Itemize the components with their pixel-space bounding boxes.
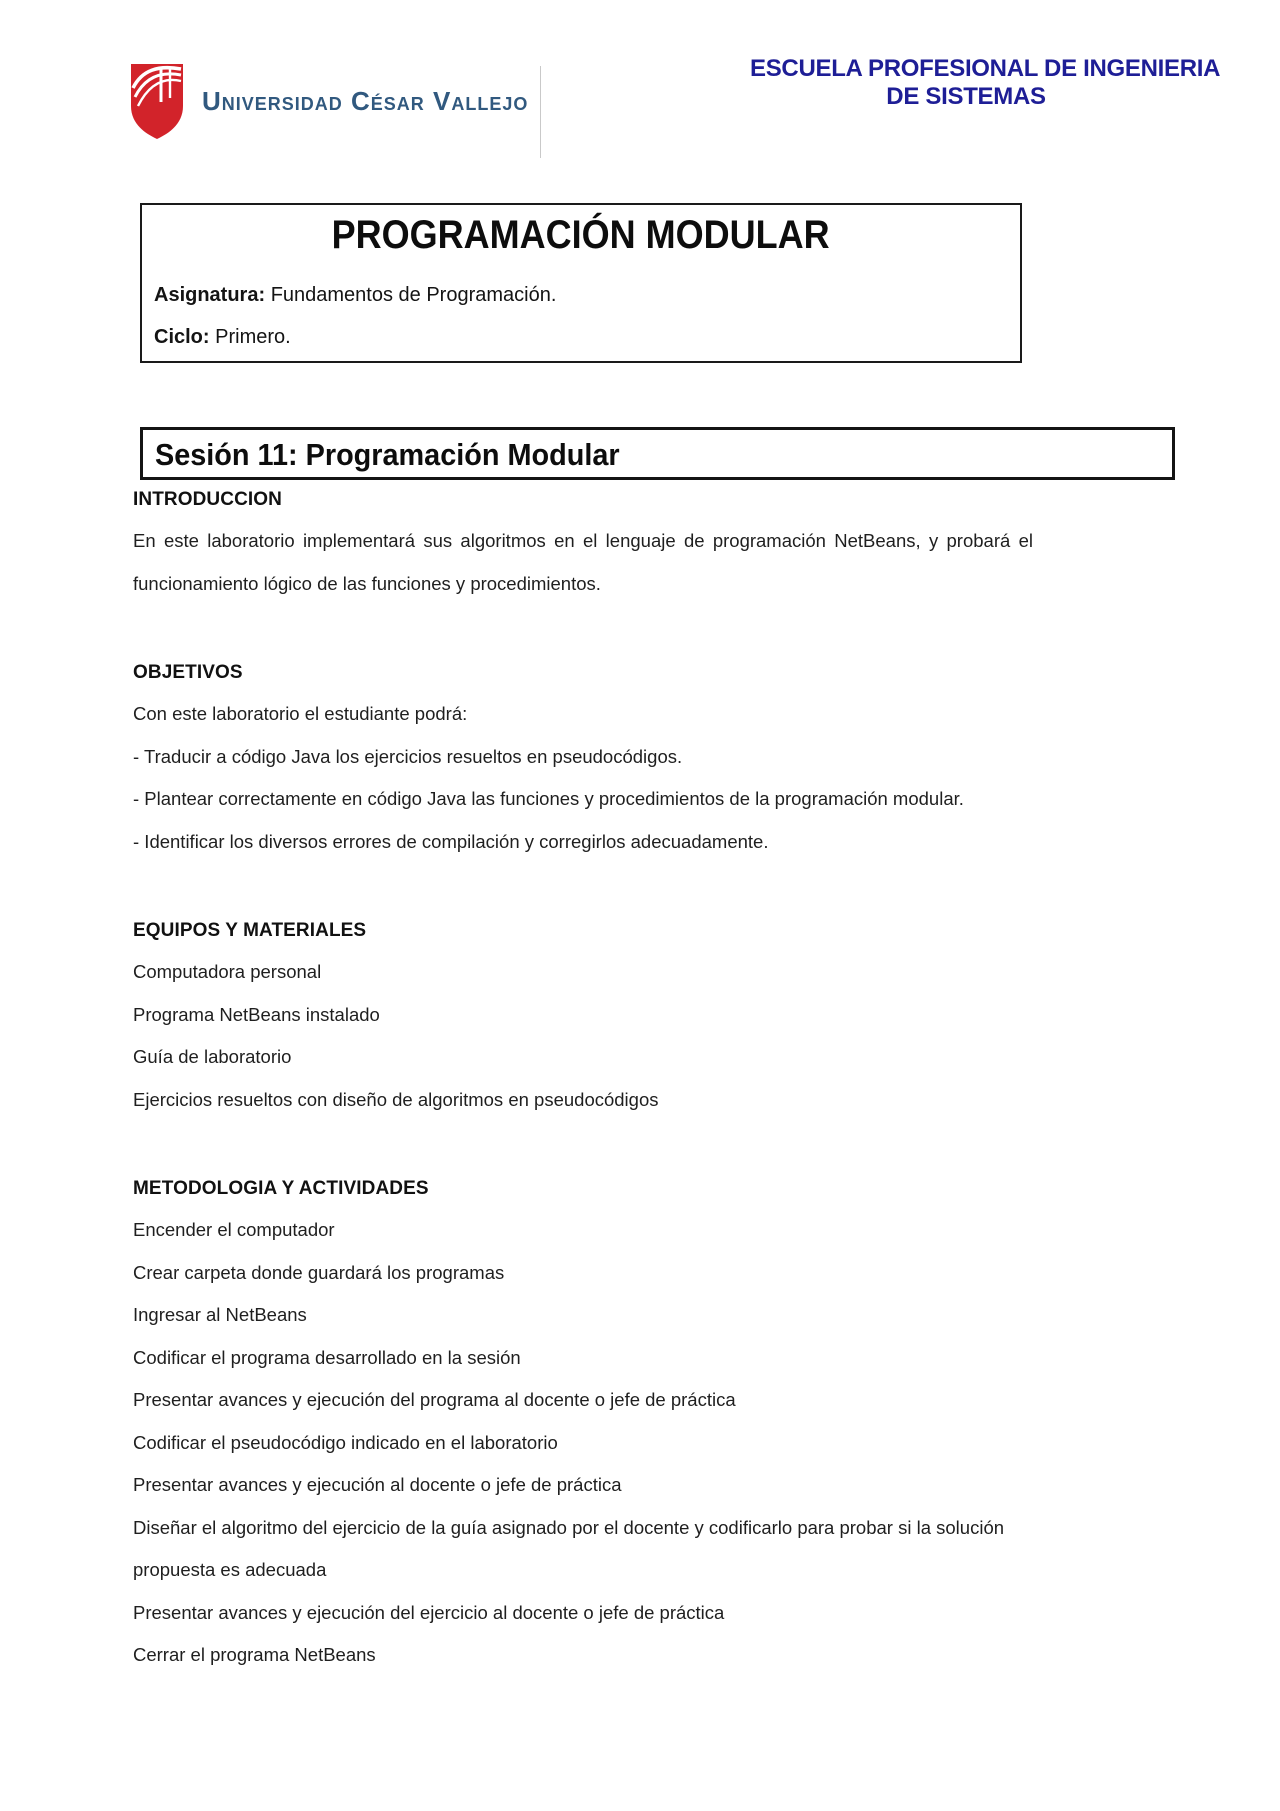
- metodologia-line: Codificar el programa desarrollado en la sesión: [133, 1346, 521, 1368]
- metodologia-line: Diseñar el algoritmo del ejercicio de la guía asignado por el docente y codificarlo para probar si la solución propuesta es adecuada: [133, 1516, 1005, 1580]
- objetivos-line: - Plantear correctamente en código Java las funciones y procedimientos de la programación modular.: [133, 788, 964, 809]
- section-heading-equipos: EQUIPOS Y MATERIALES: [133, 920, 367, 941]
- objetivos-line: Con este laboratorio el estudiante podrá:: [133, 703, 468, 724]
- ucv-shield-icon: [128, 60, 186, 142]
- equipos-line: Computadora personal: [133, 961, 322, 982]
- course-title-text: PROGRAMACIÓN MODULAR: [332, 213, 830, 257]
- asignatura-row: [142, 284, 1020, 307]
- section-heading-introduccion: INTRODUCCION: [133, 489, 282, 510]
- metodologia-line: Presentar avances y ejecución del ejercicio al docente o jefe de práctica: [133, 1601, 725, 1623]
- equipos-line: Ejercicios resueltos con diseño de algoritmos en pseudocódigos: [133, 1088, 659, 1110]
- metodologia-line: Presentar avances y ejecución al docente o jefe de práctica: [133, 1474, 622, 1495]
- course-title: [142, 213, 1020, 257]
- asignatura-value: Fundamentos de Programación.: [270, 284, 557, 306]
- metodologia-line: Codificar el pseudocódigo indicado en el laboratorio: [133, 1431, 558, 1453]
- equipos-line: Programa NetBeans instalado: [133, 1003, 380, 1025]
- metodologia-line: Encender el computador: [133, 1219, 335, 1240]
- section-heading-objetivos: OBJETIVOS: [133, 662, 243, 683]
- school-name-line2: DE SISTEMAS: [886, 83, 1046, 110]
- page-header: [0, 0, 1280, 170]
- metodologia-line: Presentar avances y ejecución del programa al docente o jefe de práctica: [133, 1389, 736, 1410]
- introduccion-paragraph: En este laboratorio implementará sus algoritmos en el lenguaje de programación NetBeans, y probará el funcionamiento lógico de las funciones y procedimientos.: [133, 530, 1033, 594]
- session-title-text: Sesión 11: Programación Modular: [155, 437, 620, 472]
- ciclo-label: Ciclo:: [154, 326, 210, 348]
- asignatura-label: Asignatura:: [154, 284, 266, 306]
- header-divider: [540, 66, 541, 158]
- session-title-box: [140, 427, 1175, 480]
- metodologia-line: Ingresar al NetBeans: [133, 1304, 307, 1325]
- metodologia-line: Crear carpeta donde guardará los programas: [133, 1261, 505, 1283]
- equipos-line: Guía de laboratorio: [133, 1046, 292, 1067]
- objetivos-line: - Traducir a código Java los ejercicios resueltos en pseudocódigos.: [133, 745, 683, 767]
- metodologia-line: Cerrar el programa NetBeans: [133, 1644, 376, 1665]
- objetivos-line: - Identificar los diversos errores de compilación y corregirlos adecuadamente.: [133, 830, 769, 852]
- ciclo-value: Primero.: [215, 326, 291, 348]
- university-wordmark: Universidad César Vallejo: [202, 85, 529, 116]
- ucv-logo: [128, 60, 528, 142]
- course-info-box: [140, 203, 1022, 363]
- school-name: [750, 55, 1221, 111]
- school-name-line1: ESCUELA PROFESIONAL DE INGENIERIA: [750, 55, 1221, 82]
- section-heading-metodologia: METODOLOGIA Y ACTIVIDADES: [133, 1178, 429, 1199]
- session-title: [143, 430, 1172, 476]
- document-body: [133, 488, 1033, 1677]
- ciclo-row: [142, 326, 1020, 349]
